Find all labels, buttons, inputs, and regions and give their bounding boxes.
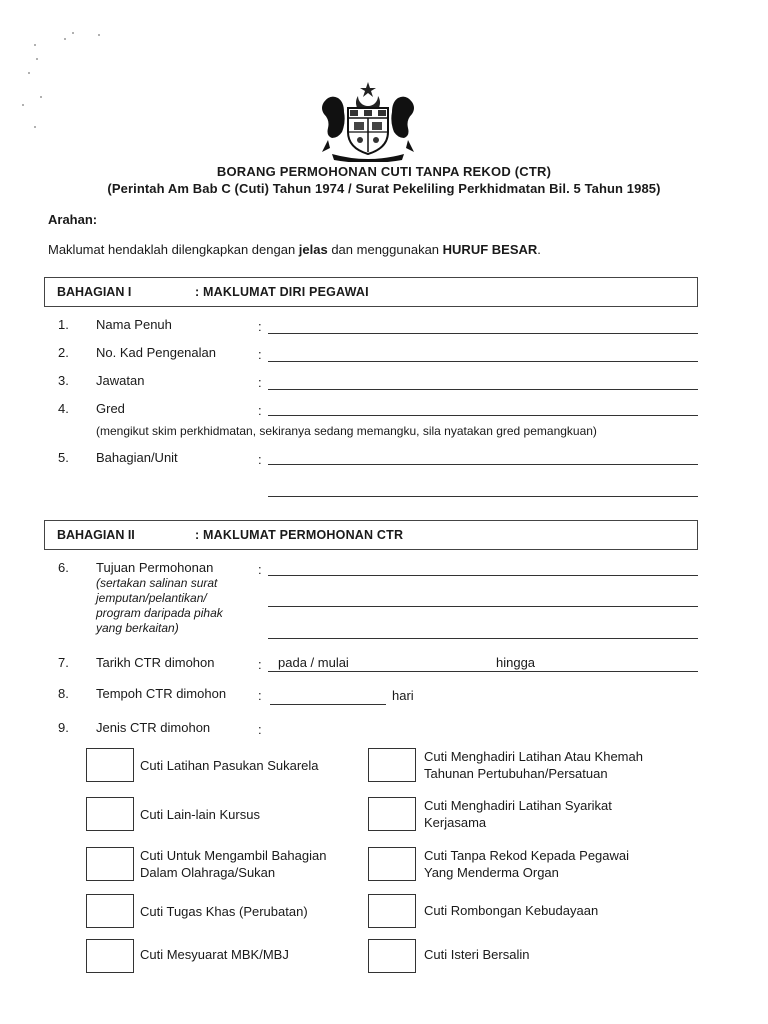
- field-colon: :: [258, 403, 262, 418]
- field-number: 3.: [58, 373, 69, 388]
- gred-note: (mengikut skim perkhidmatan, sekiranya sedang memangku, sila nyatakan gred pemangkuan): [96, 424, 597, 438]
- tarikh-from-label: pada / mulai: [278, 655, 349, 670]
- field-colon: :: [258, 688, 262, 703]
- checkbox-cuti-rombongan-kebudayaan[interactable]: [368, 894, 416, 928]
- field-label: Tarikh CTR dimohon: [96, 655, 215, 670]
- field-number: 1.: [58, 317, 69, 332]
- option-label-line: Cuti Tanpa Rekod Kepada Pegawai: [424, 848, 630, 863]
- option-label: [140, 806, 260, 823]
- field-number: 5.: [58, 450, 69, 465]
- section1-label: BAHAGIAN I: [57, 285, 132, 299]
- checkbox-cuti-lain-lain-kursus[interactable]: [86, 797, 134, 831]
- field-label: Bahagian/Unit: [96, 450, 178, 465]
- checkbox-cuti-tugas-khas[interactable]: [86, 894, 134, 928]
- option-label-line: Cuti Menghadiri Latihan Atau Khemah: [424, 749, 643, 764]
- instructions-text: [48, 242, 541, 257]
- option-label-line: Cuti Rombongan Kebudayaan: [424, 903, 599, 918]
- option-label: [424, 797, 612, 831]
- tujuan-note-line: program daripada pihak: [96, 606, 223, 620]
- nama-penuh-input-line[interactable]: [268, 333, 698, 334]
- field-number: 2.: [58, 345, 69, 360]
- field-label: No. Kad Pengenalan: [96, 345, 216, 360]
- tujuan-input-line-1[interactable]: [268, 575, 698, 576]
- form-title: BORANG PERMOHONAN CUTI TANPA REKOD (CTR): [216, 164, 552, 179]
- option-label-line: Dalam Olahraga/Sukan: [140, 865, 276, 880]
- instructions-bold-huruf-besar: HURUF BESAR: [442, 242, 538, 257]
- tujuan-note-line: (sertakan salinan surat: [96, 576, 218, 590]
- field-label: Tujuan Permohonan: [96, 560, 214, 575]
- tempoh-unit: hari: [392, 688, 414, 703]
- field-colon: :: [258, 562, 262, 577]
- option-label: [140, 946, 289, 963]
- section1-title: : MAKLUMAT DIRI PEGAWAI: [195, 285, 369, 299]
- option-label: [424, 748, 643, 782]
- tujuan-input-line-3[interactable]: [268, 638, 698, 639]
- instructions-text-part: dan menggunakan: [327, 242, 443, 257]
- no-kad-input-line[interactable]: [268, 361, 698, 362]
- checkbox-cuti-mesyuarat-mbk-mbj[interactable]: [86, 939, 134, 973]
- section2-label: BAHAGIAN II: [57, 528, 135, 542]
- option-label-line: Kerjasama: [424, 815, 487, 830]
- tujuan-note-line: jemputan/pelantikan/: [96, 591, 207, 605]
- instructions-bold-jelas: jelas: [298, 242, 328, 257]
- option-label: [424, 847, 629, 881]
- checkbox-cuti-latihan-pasukan-sukarela[interactable]: [86, 748, 134, 782]
- checkbox-cuti-latihan-syarikat-kerjasama[interactable]: [368, 797, 416, 831]
- option-label-line: Cuti Untuk Mengambil Bahagian: [140, 848, 327, 863]
- option-label-line: Cuti Latihan Pasukan Sukarela: [140, 758, 319, 773]
- option-label: [140, 757, 319, 774]
- instructions-text-part: Maklumat hendaklah dilengkapkan dengan: [48, 242, 299, 257]
- option-label: [424, 946, 529, 963]
- checkbox-cuti-menderma-organ[interactable]: [368, 847, 416, 881]
- option-label-line: Cuti Lain-lain Kursus: [140, 807, 260, 822]
- option-label-line: Cuti Mesyuarat MBK/MBJ: [140, 947, 289, 962]
- coat-of-arms-emblem: [318, 80, 418, 162]
- section1-header: [44, 277, 698, 307]
- instructions-text-part: .: [537, 242, 541, 257]
- field-number: 9.: [58, 720, 69, 735]
- field-number: 6.: [58, 560, 69, 575]
- option-label-line: Cuti Menghadiri Latihan Syarikat: [424, 798, 612, 813]
- section2-title: : MAKLUMAT PERMOHONAN CTR: [195, 528, 404, 542]
- field-label: Gred: [96, 401, 125, 416]
- field-label: Tempoh CTR dimohon: [96, 686, 227, 701]
- gred-input-line[interactable]: [268, 415, 698, 416]
- field-colon: :: [258, 657, 262, 672]
- jawatan-input-line[interactable]: [268, 389, 698, 390]
- option-label: [140, 847, 326, 881]
- field-colon: :: [258, 722, 262, 737]
- option-label-line: Cuti Isteri Bersalin: [424, 947, 530, 962]
- tempoh-input-line[interactable]: [270, 704, 386, 705]
- tarikh-input-line[interactable]: [268, 671, 698, 672]
- instructions-heading: Arahan:: [48, 212, 98, 227]
- field-colon: :: [258, 319, 262, 334]
- field-colon: :: [258, 347, 262, 362]
- option-label-line: Yang Menderma Organ: [424, 865, 559, 880]
- field-colon: :: [258, 452, 262, 467]
- form-subtitle: (Perintah Am Bab C (Cuti) Tahun 1974 / Surat Pekeliling Perkhidmatan Bil. 5 Tahun 1985): [107, 181, 661, 196]
- bahagian-unit-input-line[interactable]: [268, 464, 698, 465]
- tarikh-to-label: hingga: [496, 655, 536, 670]
- field-label: Jawatan: [96, 373, 145, 388]
- tujuan-note: [96, 576, 223, 636]
- option-label: [140, 903, 308, 920]
- checkbox-cuti-latihan-khemah[interactable]: [368, 748, 416, 782]
- option-label-line: Tahunan Pertubuhan/Persatuan: [424, 766, 608, 781]
- section2-header: [44, 520, 698, 550]
- tujuan-input-line-2[interactable]: [268, 606, 698, 607]
- field-label: Nama Penuh: [96, 317, 172, 332]
- option-label: [424, 902, 598, 919]
- tujuan-note-line: yang berkaitan): [96, 621, 179, 635]
- field-colon: :: [258, 375, 262, 390]
- field-number: 4.: [58, 401, 69, 416]
- checkbox-cuti-olahraga-sukan[interactable]: [86, 847, 134, 881]
- field-number: 8.: [58, 686, 69, 701]
- bahagian-unit-input-line-2[interactable]: [268, 496, 698, 497]
- checkbox-cuti-isteri-bersalin[interactable]: [368, 939, 416, 973]
- field-label: Jenis CTR dimohon: [96, 720, 211, 735]
- field-number: 7.: [58, 655, 69, 670]
- option-label-line: Cuti Tugas Khas (Perubatan): [140, 904, 308, 919]
